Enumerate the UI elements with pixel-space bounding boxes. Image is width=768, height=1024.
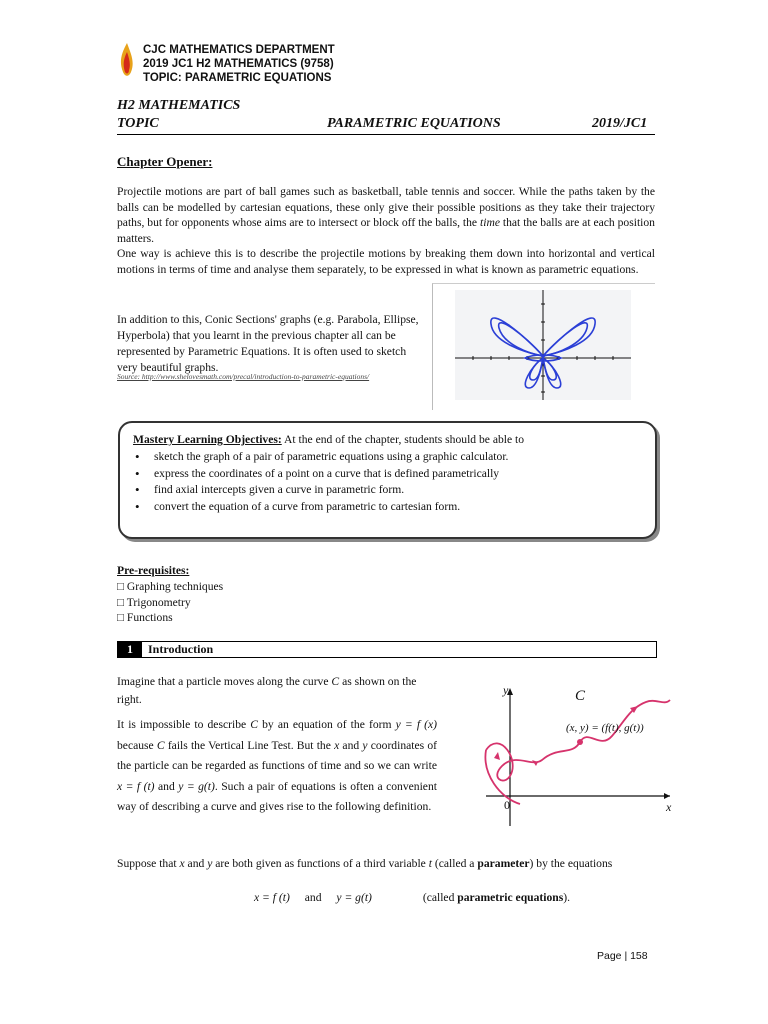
objectives-heading-line: Mastery Learning Objectives: At the end of the chapter, students should be able to <box>133 433 525 446</box>
section-1-header <box>117 641 657 658</box>
section-number: 1 <box>118 642 142 657</box>
opener-paragraph-2: One way is achieve this is to describe the projectile motions by breaking them down into horizontal and vertical motions in terms of time and analyse them separately, to be expressed in what is known as parametric equations. <box>117 247 655 276</box>
header-topic: TOPIC: PARAMETRIC EQUATIONS <box>143 72 332 84</box>
opener-paragraph-1: Projectile motions are part of ball games such as basketball, table tennis and soccer. While the paths taken by the balls can be modelled by cartesian equations, these only give their possible positions as they take their trajectory paths, but for opponents whose aims are to intersect or block off the balls, the time that the balls are at each position matters. <box>117 185 655 245</box>
source-link[interactable]: Source: http://www.shelovesmath.com/precal/introduction-to-parametric-equations/ <box>117 372 370 381</box>
definition-paragraph: Suppose that x and y are both given as functions of a third variable t (called a parameter) by the equations <box>117 857 613 870</box>
figure-point-label: (x, y) = (f(t), g(t)) <box>566 722 644 734</box>
objective-item: • sketch the graph of a pair of parametric equations using a graphic calculator. <box>132 449 642 466</box>
figure-axis-y: y <box>503 683 509 697</box>
butterfly-graph <box>432 283 655 410</box>
curve-c-figure <box>480 680 678 830</box>
chapter-opener-heading: Chapter Opener: <box>117 154 213 169</box>
topic-name: PARAMETRIC EQUATIONS <box>327 116 501 131</box>
prerequisites-list <box>117 579 223 626</box>
figure-axis-x: x <box>666 800 672 814</box>
prerequisite-item: □ Functions <box>117 611 173 624</box>
intro-paragraph-1: Imagine that a particle moves along the curve C as shown on the right. <box>117 675 417 706</box>
topic-label: TOPIC <box>117 116 159 131</box>
prerequisite-item: □ Graphing techniques <box>117 580 224 593</box>
header-department: CJC MATHEMATICS DEPARTMENT <box>143 44 335 56</box>
objective-item: • express the coordinates of a point on a curve that is defined parametrically <box>132 466 642 483</box>
figure-origin: 0 <box>504 798 510 812</box>
page-number: Page | 158 <box>597 950 648 962</box>
intro-paragraph-2: It is impossible to describe C by an equation of the form y = f (x) because C fails the Vertical Line Test. But the x and y coordinates of the particle can be regarded as functions of time and so we can write x = f (t) and y = g(t). Such a pair of equations is often a convenient way of describing a curve and gives rise to the following definition. <box>117 718 438 813</box>
objectives-list <box>132 449 642 515</box>
subject-title: H2 MATHEMATICS <box>117 98 241 113</box>
opener-paragraph-3: In addition to this, Conic Sections' graphs (e.g. Parabola, Ellipse, Hyperbola) that you learnt in the previous chapter all can be represented by Parametric Equations. It is often used to sketch very beautiful graphs. <box>117 313 419 374</box>
figure-curve-label: C <box>575 688 586 704</box>
parametric-equations-line: x = f (t) and y = g(t) (called parametric equations). <box>254 891 570 904</box>
objectives-box <box>118 421 657 539</box>
title-divider <box>117 134 655 135</box>
objective-item: • find axial intercepts given a curve in parametric form. <box>132 482 642 499</box>
cjc-logo <box>117 42 137 82</box>
header-course: 2019 JC1 H2 MATHEMATICS (9758) <box>143 58 334 70</box>
topic-year: 2019/JC1 <box>592 116 648 131</box>
prerequisite-item: □ Trigonometry <box>117 595 191 609</box>
objective-item: • convert the equation of a curve from parametric to cartesian form. <box>132 499 642 516</box>
prerequisites-heading: Pre-requisites: <box>117 564 190 577</box>
section-title: Introduction <box>148 642 214 656</box>
